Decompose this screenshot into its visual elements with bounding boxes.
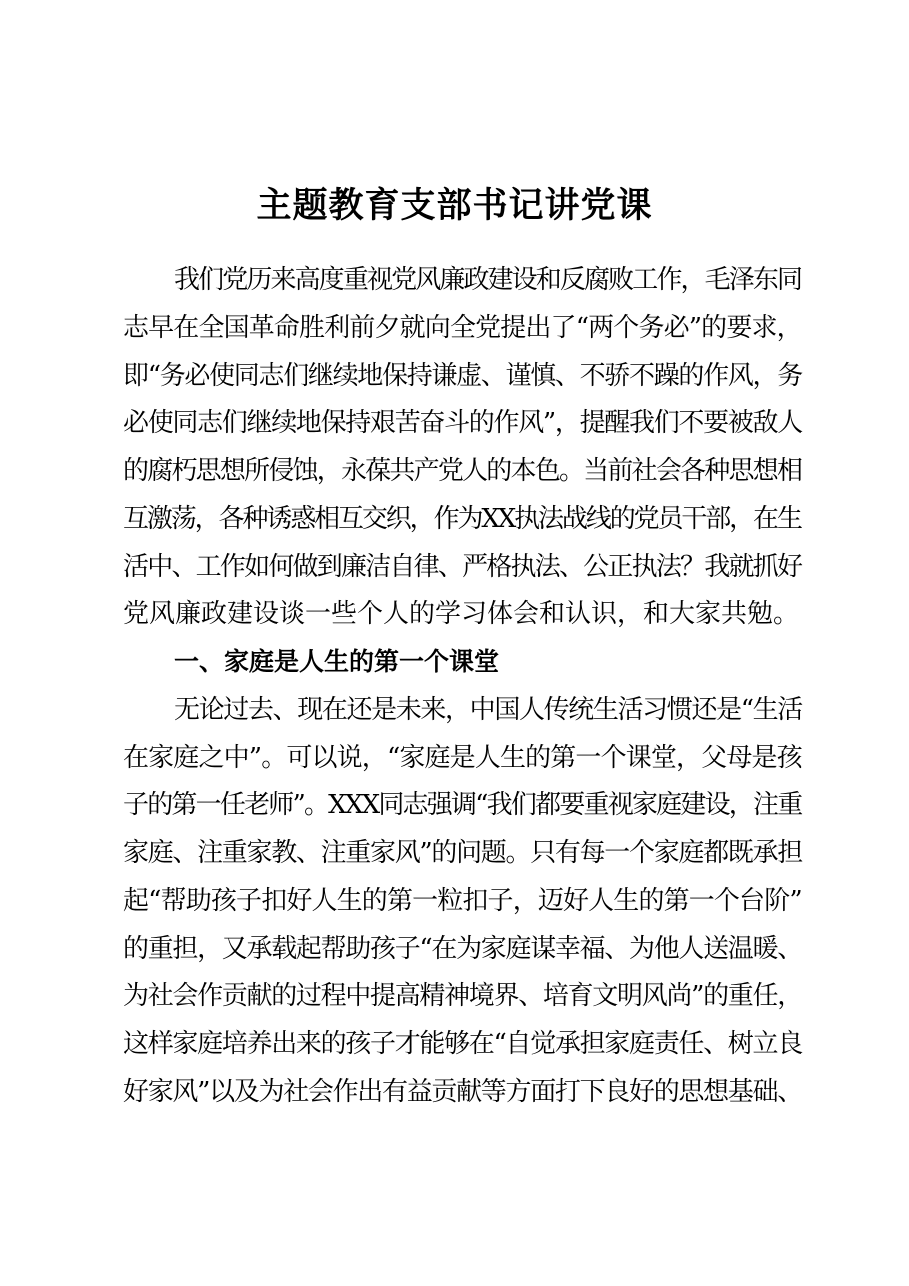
paragraph-line: 我们党历来高度重视党风廉政建设和反腐败工作，毛泽东同 <box>174 265 802 295</box>
paragraph-line: 志早在全国革命胜利前夕就向全党提出了“两个务必”的要求， <box>123 313 802 343</box>
paragraph-line: 起“帮助孩子扣好人生的第一粒扣子，迈好人生的第一个台阶” <box>123 886 802 916</box>
paragraph-line: 家庭、注重家教、注重家风”的问题。只有每一个家庭都既承担 <box>123 838 802 868</box>
paragraph-line: 党风廉政建设谈一些个人的学习体会和认识，和大家共勉。 <box>123 599 800 629</box>
paragraph-line: 好家风”以及为社会作出有益贡献等方面打下良好的思想基础、 <box>123 1077 802 1107</box>
paragraph-line: 的重担，又承载起帮助孩子“在为家庭谋幸福、为他人送温暖、 <box>123 934 802 964</box>
section-heading: 一、家庭是人生的第一个课堂 <box>174 647 500 676</box>
paragraph-line: 无论过去、现在还是未来，中国人传统生活习惯还是“生活 <box>174 695 802 725</box>
paragraph-line: 必使同志们继续地保持艰苦奋斗的作风”，提醒我们不要被敌人 <box>123 408 802 438</box>
paragraph-line: 活中、工作如何做到廉洁自律、严格执法、公正执法？我就抓好 <box>123 552 802 582</box>
paragraph-line: 子的第一任老师”。XXX同志强调“我们都要重视家庭建设，注重 <box>123 790 802 820</box>
paragraph-line: 为社会作贡献的过程中提高精神境界、培育文明风尚”的重任， <box>123 981 802 1011</box>
paragraph-line: 即“务必使同志们继续地保持谦虚、谨慎、不骄不躁的作风，务 <box>123 361 802 391</box>
paragraph-line: 在家庭之中”。可以说，“家庭是人生的第一个课堂，父母是孩 <box>123 743 802 773</box>
paragraph-line: 互激荡，各种诱惑相互交织，作为XX执法战线的党员干部，在生 <box>123 504 801 534</box>
paragraph-line: 的腐朽思想所侵蚀，永葆共产党人的本色。当前社会各种思想相 <box>123 456 802 486</box>
paragraph-line: 这样家庭培养出来的孩子才能够在“自觉承担家庭责任、树立良 <box>123 1029 802 1059</box>
document-title: 主题教育支部书记讲党课 <box>256 185 653 226</box>
